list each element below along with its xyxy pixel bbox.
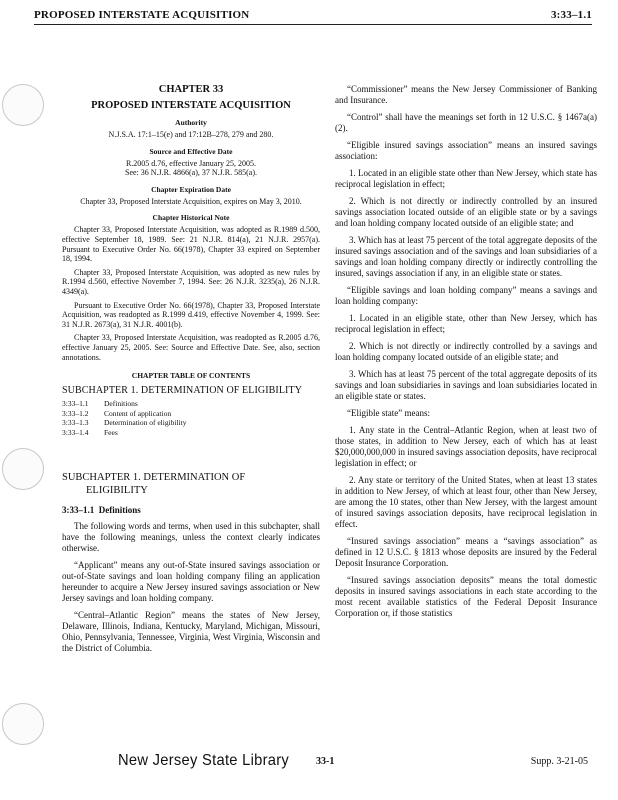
history-note-3: Pursuant to Executive Order No. 66(1978), Chapter 33, Proposed Interstate Acquisition, was readopted as R.1999 d.419, effective November 4, 1999. See: 31 N.J.R. 2673(a), 31 N.J.R. 4001(b).: [62, 300, 320, 329]
section-number: 3:33–1.1: [62, 505, 95, 516]
eligible-state-item: 1. Any state in the Central–Atlantic Region, when at least two of those states, in addition to New Jersey, each of which has at least $20,000,000,000 in insured savings association deposits, have reciprocal legislation in effect; or: [335, 425, 597, 468]
running-header-section: 3:33–1.1: [550, 9, 592, 21]
chapter-title: PROPOSED INTERSTATE ACQUISITION: [91, 100, 291, 111]
page-footer: [0, 750, 618, 780]
toc-number: 3:33–1.2: [62, 408, 89, 418]
eligible-hc-item: 1. Located in an eligible state, other than New Jersey, which has reciprocal legislation in effect;: [335, 313, 597, 334]
toc-entry: [62, 418, 320, 428]
running-header: [34, 8, 592, 25]
definition-applicant: “Applicant” means any out-of-State insured savings association or out-of-State savings and loan holding company filing an application hereunder to acquire a New Jersey insured savings association or New Jersey savings and loan holding company.: [62, 560, 320, 604]
definition-commissioner: “Commissioner” means the New Jersey Commissioner of Banking and Insurance.: [335, 84, 597, 105]
eligible-isa-item: 1. Located in an eligible state other than New Jersey, which state has reciprocal legislation in effect;: [335, 168, 597, 189]
eligible-isa-item: 3. Which has at least 75 percent of the total aggregate deposits of the insured savings association and of the savings and loan subsidiaries of a savings and loan holding company directly or indirectly controlling the insured, savings association if any, in an eligible state or states.: [335, 235, 597, 278]
right-column: [335, 84, 597, 625]
eligible-hc-item: 3. Which has at least 75 percent of the total aggregate deposits of its savings and loan subsidiaries in savings and loan subsidiaries located in an eligible state or states.: [335, 369, 597, 401]
authority-heading: Authority: [175, 118, 207, 127]
toc-heading: CHAPTER TABLE OF CONTENTS: [131, 371, 251, 381]
history-note-4: Chapter 33, Proposed Interstate Acquisition, was readopted as R.2005 d.76, effective January 25, 2005. See: Source and Effective Date. See, also, section annotations.: [62, 333, 320, 362]
source-text-2: See: 36 N.J.R. 4866(a), 37 N.J.R. 585(a).: [125, 168, 257, 178]
eligible-hc-item: 2. Which is not directly or indirectly controlled by a savings and loan holding company located outside of an eligible state; and: [335, 341, 597, 362]
definition-central-atlantic: “Central–Atlantic Region” means the states of New Jersey, Delaware, Illinois, Indiana, Kentucky, Maryland, Michigan, Missouri, Ohio, Pennsylvania, Tennessee, Virginia, West Virginia, Wisconsin and the District of Columbia.: [62, 610, 320, 654]
toc-title: Content of application: [104, 408, 172, 418]
toc-entry: [62, 409, 320, 419]
toc-title: Determination of eligibility: [104, 418, 187, 428]
binder-hole-bottom: [2, 703, 44, 745]
toc-subchapter: SUBCHAPTER 1. DETERMINATION OF ELIGIBILITY: [62, 385, 303, 397]
toc-title: Fees: [104, 427, 118, 437]
toc-number: 3:33–1.3: [62, 418, 89, 428]
toc-entry: [62, 428, 320, 438]
binder-hole-middle: [2, 448, 44, 490]
section-heading: [62, 505, 320, 516]
toc-entry: [62, 399, 320, 409]
library-watermark: New Jersey State Library: [118, 752, 290, 769]
expiration-text: Chapter 33, Proposed Interstate Acquisition, expires on May 3, 2010.: [80, 196, 302, 206]
subchapter-heading: [62, 471, 320, 497]
definitions-intro: The following words and terms, when used in this subchapter, shall have the following meanings, unless the context clearly indicates otherwise.: [62, 521, 320, 554]
subchapter-heading-line-2: ELIGIBILITY: [86, 485, 148, 497]
source-text-1: R.2005 d.76, effective January 25, 2005.: [125, 158, 257, 168]
section-title: Definitions: [98, 505, 141, 516]
supplement-date: Supp. 3-21-05: [530, 756, 588, 767]
definition-insured-savings-association: “Insured savings association” means a “savings association” as defined in 12 U.S.C. § 1813 whose deposits are insured by the Federal Deposit Insurance Corporation.: [335, 536, 597, 568]
page-number: 33-1: [316, 756, 335, 767]
chapter-number: CHAPTER 33: [158, 84, 224, 95]
toc-number: 3:33–1.1: [62, 399, 89, 409]
history-heading: Chapter Historical Note: [152, 213, 230, 223]
history-note-1: Chapter 33, Proposed Interstate Acquisition, was adopted as R.1989 d.500, effective September 18, 1989. See: 21 N.J.R. 814(a), 21 N.J.R. 2957(a). Pursuant to Executive Order No. 66(1978), Chapter 33 expired on September 18, 1994.: [62, 225, 320, 264]
running-header-title: PROPOSED INTERSTATE ACQUISITION: [34, 9, 250, 21]
left-column: [62, 84, 320, 660]
definition-eligible-state: “Eligible state” means:: [347, 408, 430, 418]
toc-list: [62, 399, 320, 437]
eligible-isa-item: 2. Which is not directly or indirectly controlled by an insured savings association located outside of an eligible state or by a savings and loan holding company located outside of an eligible state; and: [335, 196, 597, 228]
toc-title: Definitions: [104, 399, 138, 409]
authority-text: N.J.S.A. 17:1–15(e) and 17:12B–278, 279 and 280.: [108, 130, 274, 139]
expiration-heading: Chapter Expiration Date: [151, 184, 231, 194]
subchapter-heading-line-1: SUBCHAPTER 1. DETERMINATION OF: [62, 472, 246, 484]
history-note-2: Chapter 33, Proposed Interstate Acquisition, was adopted as new rules by R.1994 d.560, effective November 7, 1994. See: 26 N.J.R. 3235(a), 26 N.J.R. 4349(a).: [62, 267, 320, 296]
definition-control: “Control” shall have the meanings set forth in 12 U.S.C. § 1467a(a)(2).: [335, 112, 597, 133]
toc-number: 3:33–1.4: [62, 427, 89, 437]
definition-eligible-holding-company: “Eligible savings and loan holding company” means a savings and loan holding company:: [335, 285, 597, 306]
eligible-state-item: 2. Any state or territory of the United States, when at least 13 states in addition to New Jersey, of which at least four, other than New Jersey, are among the 10 states, other than New Jersey, with the largest amount of insured savings association deposits, have reciprocal legislation in effect.: [335, 475, 597, 529]
definition-eligible-isa: “Eligible insured savings association” means an insured savings association:: [335, 140, 597, 161]
definition-insured-deposits: “Insured savings association deposits” means the total domestic deposits in insured savings associations in each state according to the most recent available statistics of the Federal Deposit Insurance Corporation or, if those statistics: [335, 575, 597, 618]
source-heading: Source and Effective Date: [149, 146, 233, 156]
binder-hole-top: [2, 84, 44, 126]
